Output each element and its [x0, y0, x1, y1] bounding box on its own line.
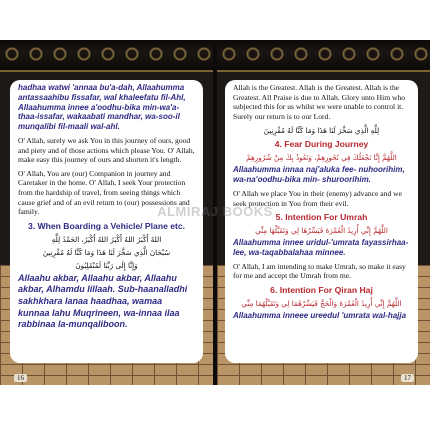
- section-heading-5: 5. Intention For Umrah: [275, 212, 368, 223]
- arabic-line-1: اللهُ أَكْبَرُ اللهُ أَكْبَرُ اللهُ أَكْبَرُ، الحَمْدُ لِلَّهِ: [51, 234, 162, 244]
- arabic-section-4: اللَّهُمَّ إِنَّا نَجْعَلُكَ فِي نُحُورِهِمْ، وَنَعُوذُ بِكَ مِنْ شُرُورِهِمْ: [246, 153, 397, 163]
- left-content-panel: [10, 80, 203, 363]
- right-content-panel: [225, 80, 418, 363]
- page-number-left: 16: [14, 374, 27, 382]
- right-page: [217, 40, 430, 385]
- left-page: [0, 40, 213, 385]
- translation-top: Allah is the Greatest. Allah is the Greatest. Allah is the Greatest. All Praise is due to Allah. Glory unto Him who subjected this for us whilst we were unable to control it. Surely our return is to our Lord.: [233, 83, 406, 121]
- section-heading-3: 3. When Boarding a Vehicle/ Plane etc.: [27, 220, 186, 231]
- arabic-section-6: اللَّهُمَّ إِنِّي أُرِيدُ الْعُمْرَةَ وَالْحَجَّ فَيَسِّرْهُمَا لِي وَتَقَبَّلْهُمَا مِنِّي: [241, 298, 402, 308]
- arabic-section-5: اللَّهُمَّ إِنِّي أُرِيدُ الْعُمْرَةَ فَيَسِّرْهَا لِي وَتَقَبَّلْهَا مِنِّي: [255, 226, 388, 236]
- transliteration-bottom: Allaahu akbar, Allaahu akbar, Allaahu akbar, Alhamdu lillaah. Sub-haanalladhi sakhkhara lanaa haadhaa, wamaa kunnaa lahu Muqrineen, wa-innaa ilaa rabbinaa la-munqaliboon.: [18, 272, 188, 330]
- transliteration-section-4: Allaahumma innaa naj'aluka fee- nuhoorihim, wa-na'oodhu-bika min- shuroorihim.: [233, 165, 405, 185]
- transliteration-section-6: Allaahumma inneee ureedul 'umrata wal-hajja: [233, 310, 407, 320]
- publisher-watermark: ALMIRAJ BOOKS: [157, 204, 273, 219]
- translation-paragraph-1: O' Allah, surely we ask You in this journey of ours, good and piety and of those actions which please You. O' Allah, make easy this journey of ours and shorten it's length.: [18, 135, 195, 165]
- book-spread: [0, 40, 430, 385]
- kaaba-kiswa-band: [0, 40, 213, 72]
- arabic-line-2: سُبْحَانَ الَّذِي سَخَّرَ لَنَا هَذَا وَمَا كُنَّا لَهُ مُقْرِنِينَ: [42, 247, 171, 257]
- transliteration-top: hadhaa watwi 'annaa bu'a-dah, Allaahumma antassaahibu fissafar, wal khaleefatu fil-Ahl, Allaahumma innee a'oodhu-bika min-wa'a-thaa-issafar, wakaabati mandhar, wa-soo-il munqalibi fil-maali wal-ahl.: [18, 83, 186, 132]
- page-number-right: 17: [401, 374, 414, 382]
- transliteration-section-5: Allaahumma innee uridul-'umrata fayassirhaa-lee, wa-taqabbalahaa minnee.: [233, 238, 409, 257]
- kaaba-kiswa-band: [217, 40, 430, 72]
- section-heading-4: 4. Fear During Journey: [274, 139, 369, 150]
- arabic-top: لِلَّهِ الَّذِي سَخَّرَ لَنَا هَذَا وَمَا كُنَّا لَهُ مُقْرِنِينَ: [263, 126, 380, 136]
- arabic-line-3: وَإِنَّا إِلَى رَبِّنَا لَمُنْقَلِبُونَ: [75, 260, 138, 270]
- section-heading-6: 6. Intention For Qiran Haj: [270, 284, 373, 295]
- translation-section-5: O' Allah, I am intending to make Umrah, so make it easy for me and accept the Umrah from me.: [233, 261, 406, 281]
- translation-section-4: O' Allah we place You in their (enemy) advance and we seek protection in You from their evil.: [233, 188, 403, 208]
- translation-paragraph-2: O' Allah, You are (our) Companion in journey and Caretaker in the home. O' Allah, I seek Your protection from the hardship of travel, from seeing things which cause grief and of an evil return to (our) possessions and family.: [18, 168, 190, 217]
